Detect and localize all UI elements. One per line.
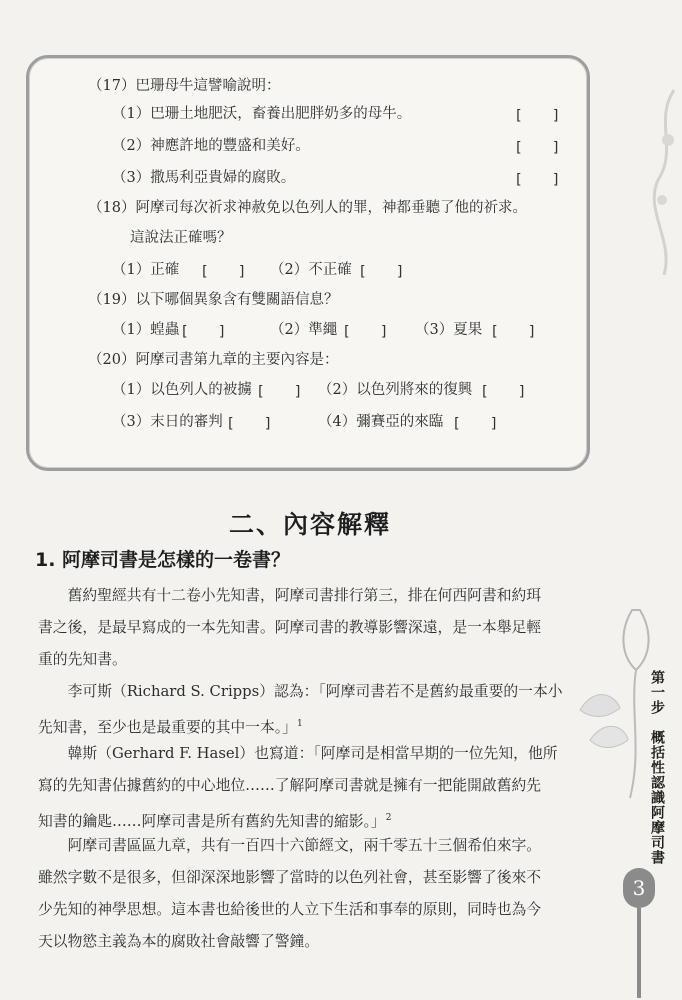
text-line: 李可斯（Richard S. Cripps）認為：「阿摩司書若不是舊約最重要的一本小 xyxy=(67,683,563,700)
q19-option-2: （2）準繩 xyxy=(270,322,338,338)
answer-bracket[interactable]: [ ] xyxy=(180,324,227,340)
text-line: 知書的鑰匙……阿摩司書是所有舊約先知書的縮影。」 xyxy=(38,812,386,830)
answer-bracket[interactable]: [ ] xyxy=(358,264,405,280)
answer-bracket[interactable]: [ ] xyxy=(342,324,389,340)
text-line: 寫的先知書佔據舊約的中心地位……了解阿摩司書就是擁有一把能開啟舊約先 xyxy=(38,777,542,794)
section-title: 二、內容解釋 xyxy=(228,510,391,539)
question-17: （17）巴珊母牛這譬喻說明： xyxy=(88,78,281,94)
answer-bracket[interactable]: [ ] xyxy=(490,324,537,340)
paragraph-4 xyxy=(38,830,608,958)
paragraph-2 xyxy=(38,676,608,744)
floral-ornament-icon xyxy=(644,80,682,280)
subsection-title: 1. 阿摩司書是怎樣的一卷書？ xyxy=(35,549,291,571)
text-line: 少先知的神學思想。這本書也給後世的人立下生活和事奉的原則，同時也為今 xyxy=(38,901,542,918)
question-18-continued: 這說法正確嗎？ xyxy=(130,230,232,246)
question-20: （20）阿摩司書第九章的主要內容是： xyxy=(88,352,339,368)
answer-bracket[interactable]: [ ] xyxy=(480,384,527,400)
answer-bracket[interactable]: [ ] xyxy=(514,172,561,188)
answer-bracket[interactable]: [ ] xyxy=(200,264,247,280)
q19-option-1: （1）蝗蟲 xyxy=(112,322,180,338)
paragraph-1 xyxy=(38,580,608,676)
q18-option-1: （1）正確 xyxy=(112,262,180,278)
text-line: 舊約聖經共有十二卷小先知書，阿摩司書排行第三，排在何西阿書和約珥 xyxy=(67,587,542,604)
answer-bracket[interactable]: [ ] xyxy=(514,140,561,156)
text-line: 阿摩司書區區九章，共有一百四十六節經文，兩千零五十三個希伯來字。 xyxy=(67,837,542,854)
text-line: 先知書，至少也是最重要的其中一本。」 xyxy=(38,718,297,736)
answer-bracket[interactable]: [ ] xyxy=(452,416,499,432)
page-number-tab: 3 xyxy=(623,868,655,908)
text-line: 雖然字數不是很多，但卻深深地影響了當時的以色列社會，甚至影響了後來不 xyxy=(38,869,542,886)
text-line: 書之後，是最早寫成的一本先知書。阿摩司書的教導影響深遠，是一本舉足輕 xyxy=(38,619,542,636)
paragraph-3 xyxy=(38,738,608,838)
q20-option-2: （2）以色列將來的復興 xyxy=(318,382,473,398)
footnote-marker[interactable]: 2 xyxy=(385,813,392,823)
answer-bracket[interactable]: [ ] xyxy=(514,108,561,124)
q17-option-3: （3）撒馬利亞貴婦的腐敗。 xyxy=(112,170,296,186)
question-18: （18）阿摩司每次祈求神赦免以色列人的罪，神都垂聽了他的祈求。 xyxy=(88,200,527,216)
q20-option-3: （3）末日的審判 xyxy=(112,414,223,430)
q18-option-2: （2）不正確 xyxy=(270,262,352,278)
q17-option-2: （2）神應許地的豐盛和美好。 xyxy=(112,138,310,154)
text-line: 重的先知書。 xyxy=(38,651,127,668)
text-line: 天以物慾主義為本的腐敗社會敲響了警鐘。 xyxy=(38,933,320,950)
text-line: 韓斯（Gerhard F. Hasel）也寫道：「阿摩司是相當早期的一位先知，他所 xyxy=(67,745,558,762)
answer-bracket[interactable]: [ ] xyxy=(256,384,303,400)
answer-bracket[interactable]: [ ] xyxy=(226,416,273,432)
q20-option-1: （1）以色列人的被擄 xyxy=(112,382,252,398)
q17-option-1: （1）巴珊土地肥沃，畜養出肥胖奶多的母牛。 xyxy=(112,106,412,122)
chapter-side-label: 第一步 概括性認識阿摩司書 xyxy=(649,670,665,865)
q19-option-3: （3）夏果 xyxy=(415,322,483,338)
question-19: （19）以下哪個異象含有雙關語信息？ xyxy=(88,292,339,308)
footnote-marker[interactable]: 1 xyxy=(296,719,303,729)
q20-option-4: （4）彌賽亞的來臨 xyxy=(318,414,444,430)
